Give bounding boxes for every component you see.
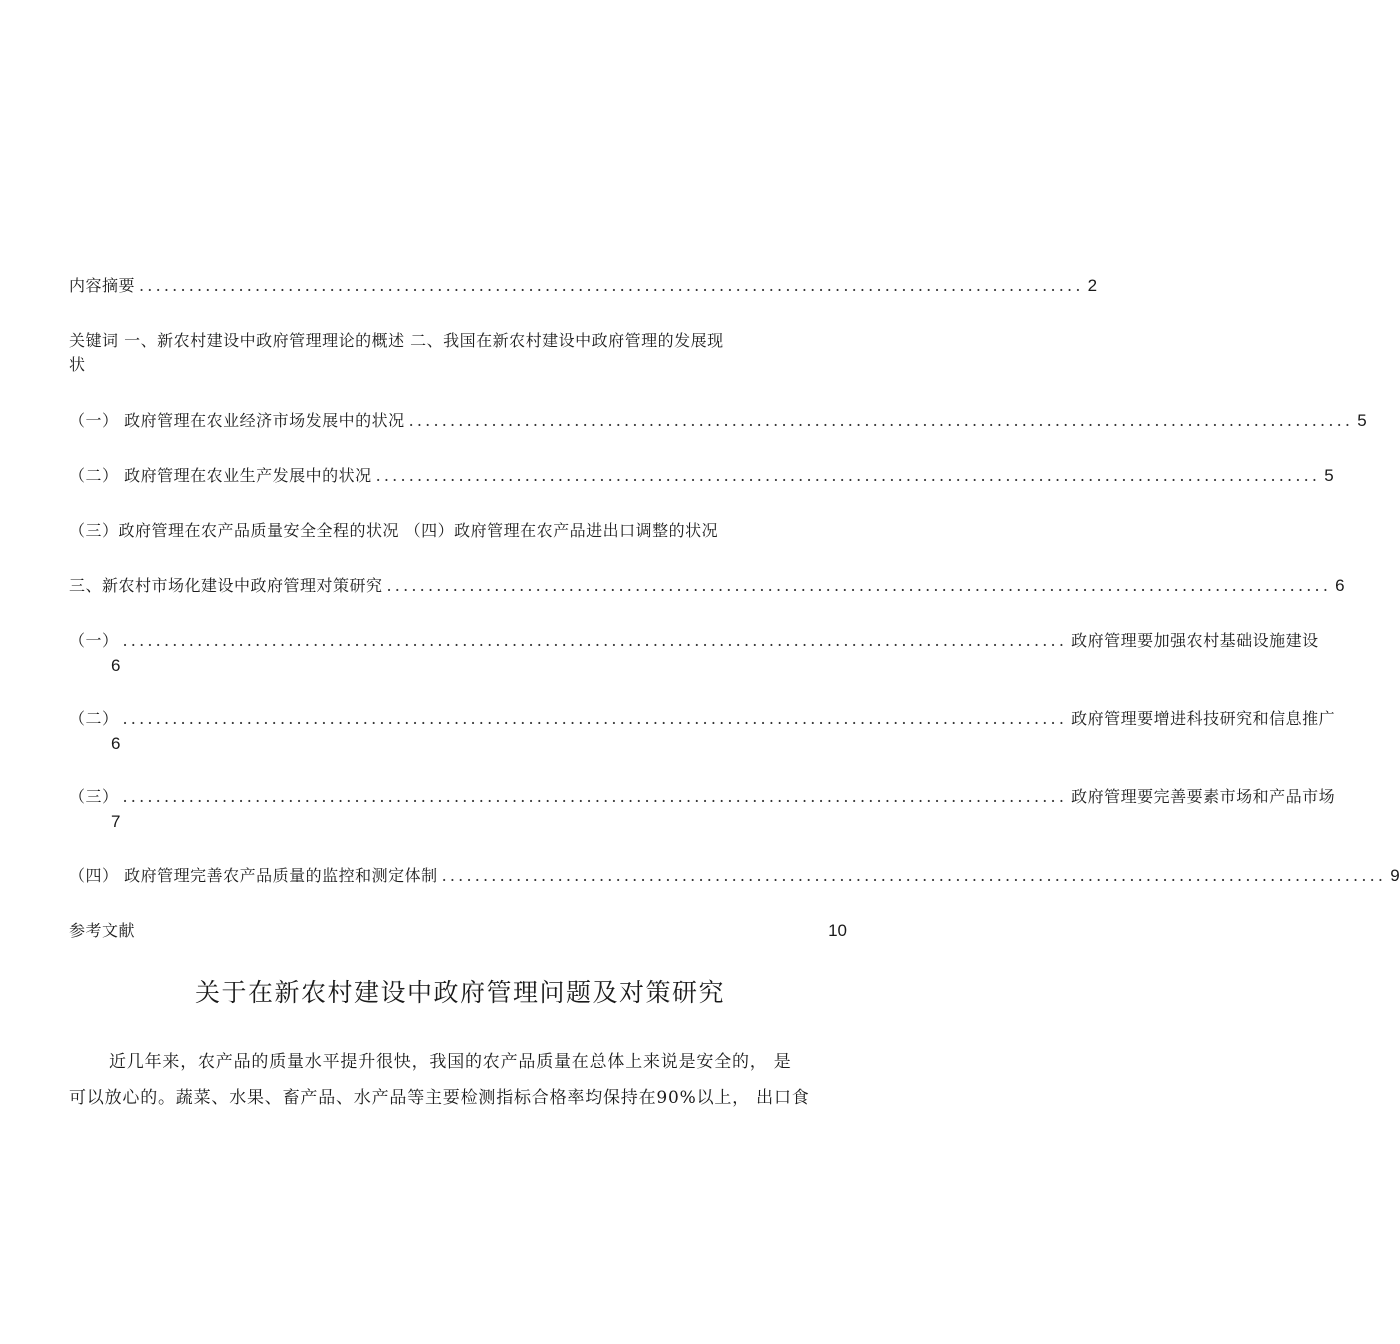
toc-label: 政府管理要完善要素市场和产品市场 [1071,787,1336,806]
toc-entry-3-4[interactable] [69,864,1400,888]
toc-entry-3-1[interactable] [69,629,1319,653]
toc-label: （三）政府管理在农产品质量安全全程的状况 （四）政府管理在农产品进出口调整的状况 [69,521,719,540]
toc-entry-references[interactable] [69,919,847,943]
toc-page-number: 6 [111,656,121,675]
toc-page-number: 10 [828,921,847,940]
document-title: 关于在新农村建设中政府管理问题及对策研究 [194,978,725,1007]
dot-leader: .................................................................................................................. [139,276,1084,295]
toc-page-number: 6 [1335,576,1345,595]
toc-label: （四） 政府管理完善农产品质量的监控和测定体制 [69,866,438,885]
body-paragraph-line-2: 可以放心的。蔬菜、水果、畜产品、水产品等主要检测指标合格率均保持在90%以上， 出口食 [69,1088,810,1108]
toc-entry-2-1[interactable] [69,409,1367,433]
toc-label: 政府管理要增进科技研究和信息推广 [1071,709,1336,728]
toc-marker: （一） [69,631,119,650]
toc-entry-2-3-and-2-4[interactable] [69,519,851,543]
toc-page-number: 9 [1390,866,1400,885]
toc-label: （二） 政府管理在农业生产发展中的状况 [69,466,372,485]
toc-label: 政府管理要加强农村基础设施建设 [1071,631,1319,650]
toc-entry-keywords[interactable] [69,329,851,377]
toc-label: 参考文献 [69,921,136,940]
toc-label: 三、新农村市场化建设中政府管理对策研究 [69,576,383,595]
dot-leader: .................................................................................................................. [122,631,1068,650]
toc-entry-2-2[interactable] [69,464,1334,488]
toc-page-number: 5 [1357,411,1367,430]
toc-entry-3-3[interactable] [69,785,1336,809]
toc-label: （一） 政府管理在农业经济市场发展中的状况 [69,411,405,430]
dot-leader: .................................................................................................................. [122,709,1068,728]
dot-leader: .................................................................................................................. [386,576,1332,595]
toc-entry-abstract[interactable] [69,274,1098,298]
toc-page-number: 5 [1324,466,1334,485]
toc-keywords-line-2: 状 [69,355,86,374]
dot-leader: .................................................................................................................. [375,466,1321,485]
toc-marker: （二） [69,709,119,728]
toc-entry-3[interactable] [69,574,1345,598]
dot-leader: .................................................................................................................. [408,411,1354,430]
toc-page-number: 2 [1087,276,1098,295]
toc-page-number: 7 [111,812,121,831]
dot-leader: .................................................................................................................. [122,787,1068,806]
toc-entry-3-2[interactable] [69,707,1336,731]
dot-leader: .................................................................................................................. [441,866,1387,885]
toc-marker: （三） [69,787,119,806]
toc-page-number: 6 [111,734,121,753]
body-paragraph-line-1: 近几年来，农产品的质量水平提升很快，我国的农产品质量在总体上来说是安全的， 是 [109,1052,792,1072]
toc-keywords-line-1: 关键词 一、新农村建设中政府管理理论的概述 二、我国在新农村建设中政府管理的发展现 [69,331,724,350]
toc-label: 内容摘要 [69,276,136,295]
